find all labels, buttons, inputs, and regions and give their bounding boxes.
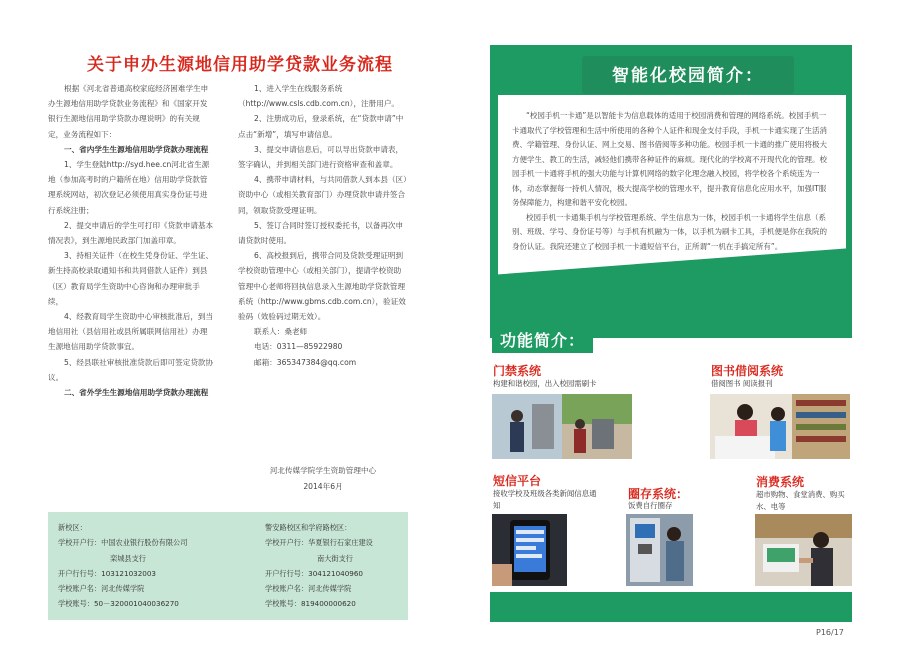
step-text: 2、提交申请后的学生可打印《贷款申请基本情况表》，到生源地民政部门加盖印章。 (48, 220, 214, 246)
campus-label: 警安路校区和学府路校区： (265, 523, 352, 532)
sms-phone-photo (492, 514, 567, 586)
contact-phone: 电话：0311—85922980 (254, 342, 343, 352)
step-text: 2、注册成功后，登录系统，在“贷款申请”中点击“新增”，填写申请信息。 (238, 114, 404, 139)
access-gate-photo (492, 394, 632, 459)
step-text: 3、提交申请信息后，可以导出贷款申请表，签字确认，并到相关部门进行资格审查和盖章。 (238, 144, 404, 170)
step-text: 4、经教育局学生资助中心审核批准后，到当地信用社（县信用社或县所属联网信用社）办理生源地信用助学贷款事宜。 (48, 312, 214, 352)
intro-paragraph: 校园手机一卡通集手机与学校管理系统、学生信息为一体，校园手机一卡通将学生信息（系别、班级、学号、身份证号等）与手机有机融为一体，以手机为刷卡工具，手机便是你在我院的身份认证。我院还建立了校园手机一卡通短信平台，正所谓“一机在手搞定所有”。 (512, 212, 827, 251)
step-text: 6、高校报到后，携带合同及贷款受理证明到学校资助管理中心（或相关部门），提请学校资助管理中心老师将回执信息录入生源地助学贷款管理系统（http://www.gbms.cdb.com.cn），验证效验码（效验码过期无效）。 (238, 251, 406, 322)
bank-info-old-campus (265, 520, 415, 612)
step-text: 1、进入学生在线服务系统（http://www.csls.cdb.com.cn），注册用户。 (238, 84, 400, 109)
feature-desc-sms: 接收学校及班级各类新闻信息通知 (493, 489, 597, 510)
sign-organization: 河北传媒学院学生资助管理中心 (269, 466, 377, 475)
sign-date: 2014年6月 (303, 481, 343, 491)
intro-paragraph: 根据《河北省普通高校家庭经济困难学生申办生源地信用助学贷款业务流程》和《国家开发银行生源地信用助学贷款办理说明》的有关规定，业务流程如下： (48, 84, 209, 139)
bank-name: 学校开户行：中国农业银行股份有限公司 (58, 538, 188, 548)
account-name: 学校账户名：河北传媒学院 (58, 584, 145, 594)
process-column-1 (48, 81, 214, 400)
feature-desc-access: 构建和谐校园，出入校园需刷卡 (493, 379, 597, 388)
library-photo (710, 394, 850, 459)
account-name: 学校账户名：河北传媒学院 (265, 584, 352, 594)
section-heading-1: 一、省内学生生源地信用助学贷款办理流程 (64, 144, 209, 154)
campus-label: 新校区： (58, 523, 87, 532)
feature-title-library: 图书借阅系统 (711, 364, 784, 378)
step-text: 5、经县联社审核批准贷款后即可签定贷款协议。 (48, 357, 214, 382)
account-number: 学校账号：50－320001040036270 (58, 599, 179, 609)
feature-title-sms: 短信平台 (493, 474, 542, 488)
step-text: 5、签订合同时签订授权委托书，以备再次申请贷款时使用。 (238, 220, 404, 246)
bank-info-new-campus (58, 520, 228, 612)
step-text: 4、携带申请材料，与共同借款人到本县（区）资助中心（或相关教育部门）办理贷款申请并签合同，领取贷款受理证明。 (238, 175, 407, 215)
contact-person: 联系人：桑老师 (254, 327, 308, 337)
step-text: 1、学生登陆http://syd.hee.cn河北省生源地（参加高考时的户籍所在地）信用助学贷款管理系统网站，初次登记必须使用真实身份证号进行系统注册； (48, 160, 210, 215)
step-text: 3、持相关证件（在校生凭身份证、学生证、新生持高校录取通知书和共同借款人证件）到县（区）教育局学生资助中心咨询和办理审批手续， (48, 251, 214, 306)
footer-bar (490, 592, 852, 622)
bank-code: 开户行行号：304121040960 (265, 568, 364, 578)
signature-block (238, 463, 408, 494)
process-column-2 (238, 81, 408, 370)
page-number: P16/17 (816, 628, 844, 637)
page-title: 关于申办生源地信用助学贷款业务流程 (87, 55, 393, 75)
feature-desc-consumption: 超市购物、食堂消费、购买水、电等 (756, 490, 845, 511)
feature-title-topup: 圈存系统： (628, 487, 689, 501)
bank-branch: 南大街支行 (317, 553, 353, 563)
smart-campus-intro (512, 109, 832, 254)
contact-email: 邮箱：365347384@qq.com (254, 357, 357, 367)
account-number: 学校账号：819400000620 (265, 599, 356, 609)
topup-kiosk-photo (626, 514, 693, 586)
feature-title-access: 门禁系统 (493, 364, 542, 378)
intro-paragraph: “校园手机一卡通”是以智能卡为信息载体的适用于校园消费和管理的网络系统。校园手机一卡通取代了学校管理和生活中所使用的各种个人证件和现金支付手段，手机一卡通实现了生活消费、学籍管理、身份认证、网上交易、图书借阅等多种功能。校园手机一卡通的推广使用将极大方便学生、教工的生活，减轻他们携带各种证件的麻烦。现代化的学校离不开现代化的管理。校园手机一卡通将手机的强大功能与计算机网络的数字化理念融入校园，将学校各个系统连为一体，动态掌握每一持机人情况，极大提高学校的管理水平，提升教育信息化应用水平，加强IT服务保障能力，构建和谐平安化校园。 (512, 111, 827, 207)
section-heading-2: 二、省外学生生源地信用助学贷款办理流程 (64, 388, 209, 398)
bank-branch: 栾城县支行 (110, 553, 146, 563)
feature-desc-library: 借阅图书 阅读报刊 (711, 379, 773, 388)
smart-campus-title: 智能化校园简介： (612, 66, 764, 86)
consumption-photo (755, 514, 852, 586)
bank-name: 学校开户行：华夏银行石家庄建设 (265, 538, 373, 548)
feature-desc-topup: 饭费自行圈存 (628, 501, 673, 510)
function-title: 功能简介： (492, 326, 593, 353)
feature-title-consumption: 消费系统 (756, 475, 805, 489)
bank-code: 开户行行号：103121032003 (58, 568, 157, 578)
bank-info-box (48, 512, 408, 620)
